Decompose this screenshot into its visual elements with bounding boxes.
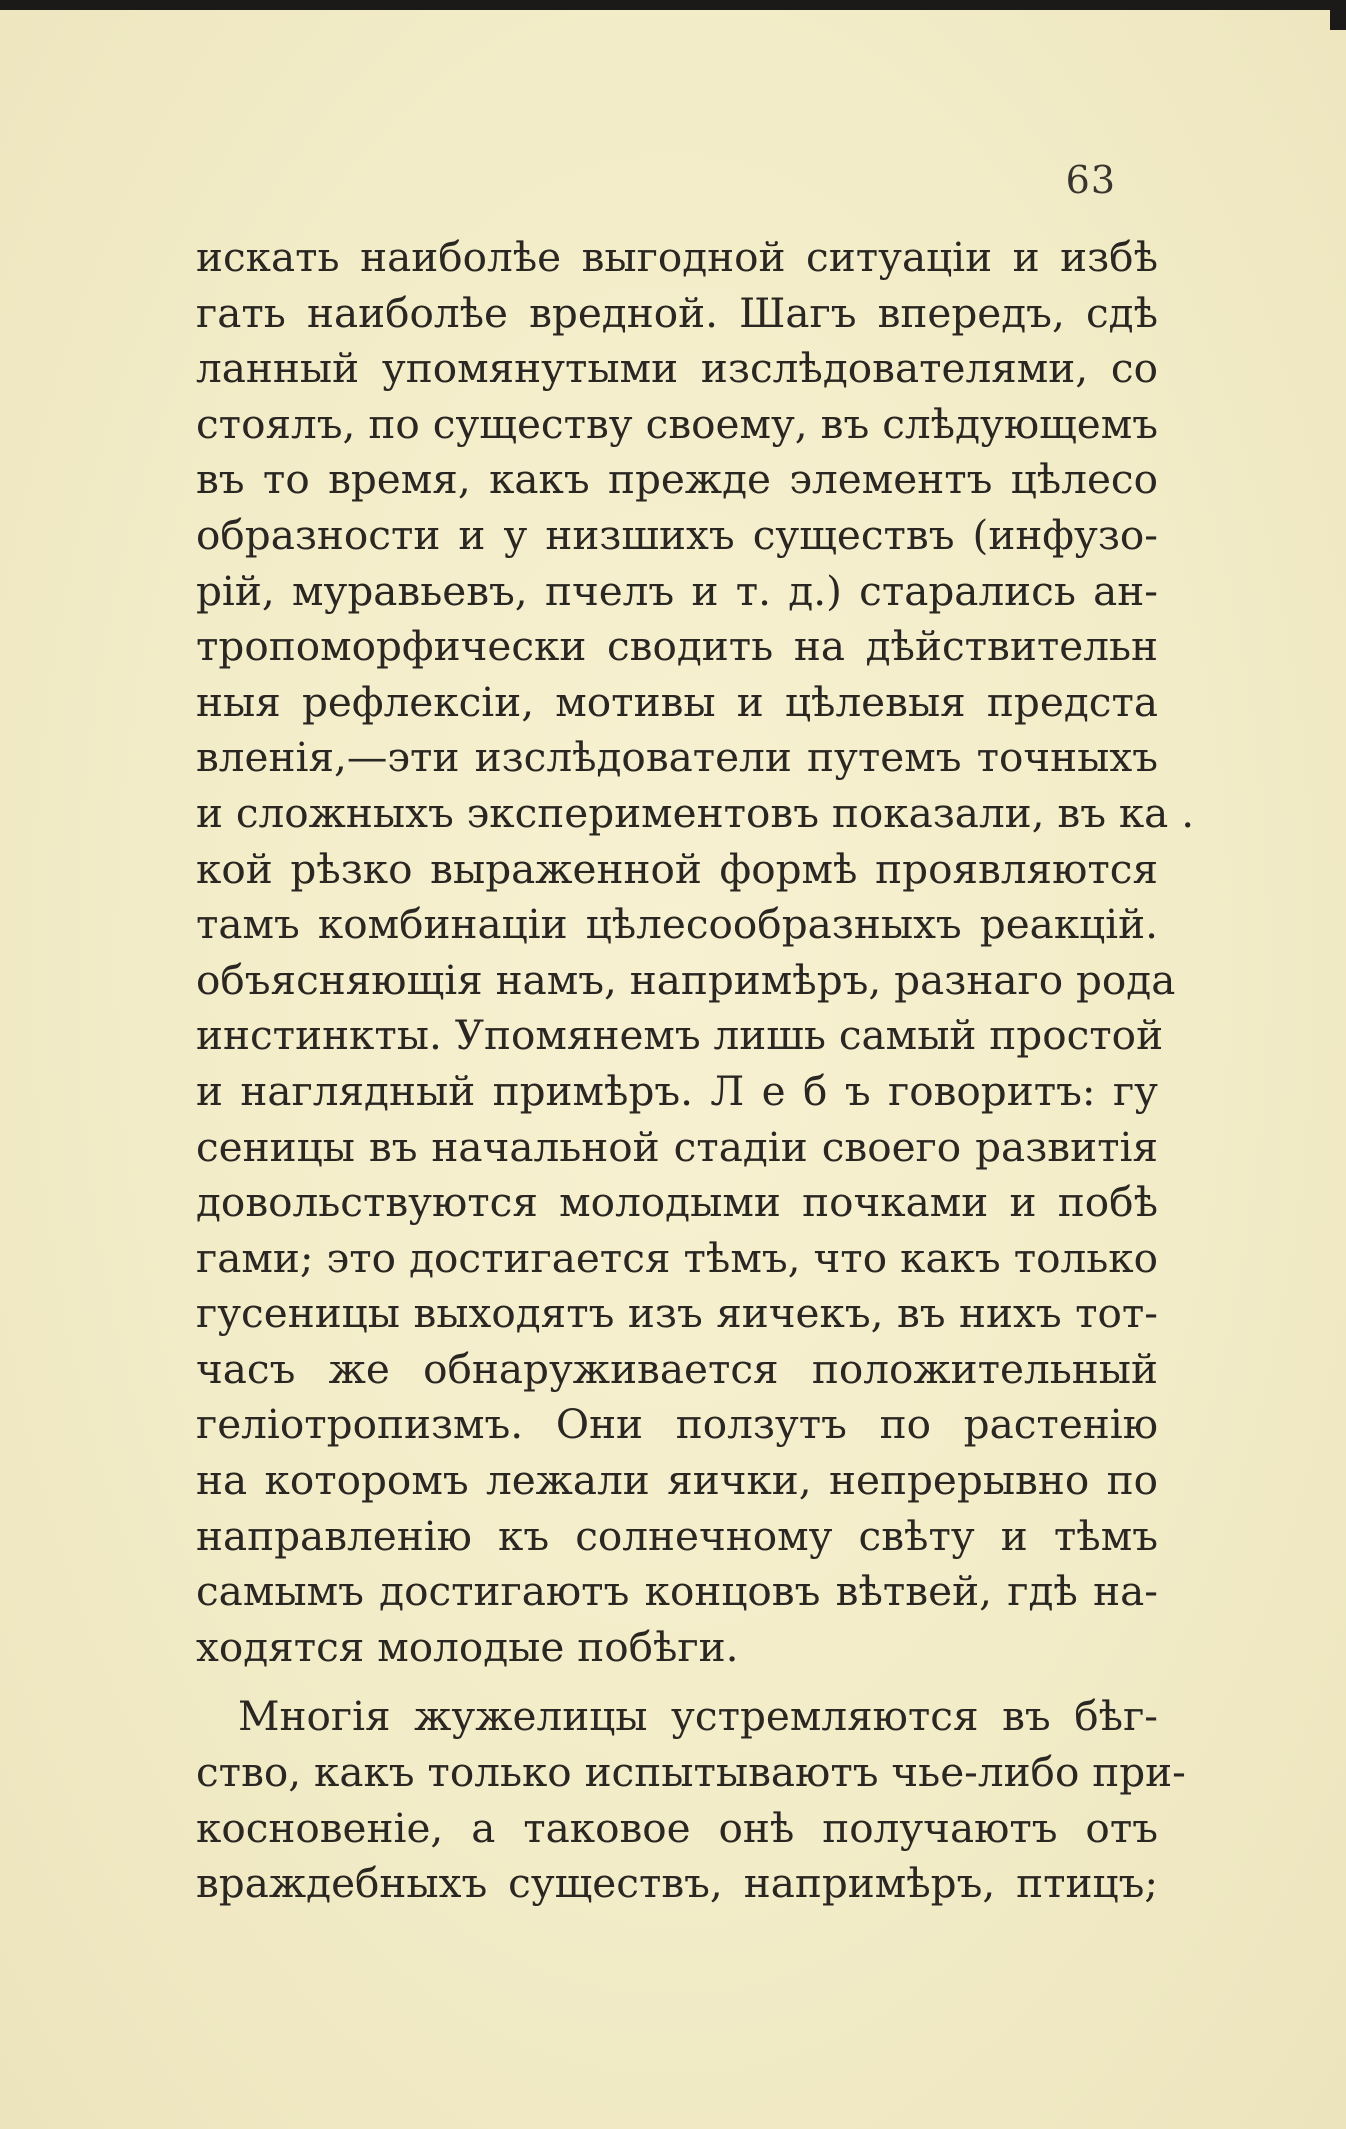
text-line: косновеніе, а таковое онѣ получаютъ отъ [196, 1803, 1158, 1852]
text-line: на которомъ лежали яички, непрерывно по [196, 1456, 1158, 1505]
text-line: тропоморфически сводить на дѣйствительн [196, 622, 1158, 671]
paragraph-1 [196, 230, 1195, 1675]
text-line: гать наиболѣе вредной. Шагъ впередъ, сдѣ [196, 288, 1158, 337]
scan-right-edge [1330, 0, 1346, 30]
text-line: часъ же обнаруживается положительный [196, 1344, 1158, 1393]
text-line: и сложныхъ экспериментовъ показали, въ ка . [196, 788, 1195, 837]
text-line: гусеницы выходятъ изъ яичекъ, въ нихъ тот- [196, 1289, 1158, 1338]
text-line: инстинкты. Упомянемъ лишь самый простой [196, 1011, 1164, 1060]
text-line: направленію къ солнечному свѣту и тѣмъ [196, 1511, 1158, 1560]
paragraph-2 [196, 1689, 1186, 1911]
text-line: гами; это достигается тѣмъ, что какъ только [196, 1233, 1158, 1282]
text-line: враждебныхъ существъ, напримѣръ, птицъ; [196, 1859, 1158, 1908]
text-line: объясняющія намъ, напримѣръ, разнаго рода [196, 955, 1176, 1004]
text-line: стоялъ, по существу своему, въ слѣдующемъ [196, 399, 1158, 448]
text-line: ныя рефлексіи, мотивы и цѣлевыя предста [196, 677, 1158, 726]
text-line: искать наиболѣе выгодной ситуаціи и избѣ [196, 233, 1158, 281]
text-line: и наглядный примѣръ. Л е б ъ говоритъ: гу [196, 1066, 1158, 1115]
text-line: вленія,—эти изслѣдователи путемъ точныхъ [196, 733, 1158, 782]
text-line: тамъ комбинаціи цѣлесообразныхъ реакцій. [196, 900, 1158, 949]
text-line: сеницы въ начальной стадіи своего развитія [196, 1122, 1158, 1171]
text-line: Многія жужелицы устремляются въ бѣг- [238, 1692, 1158, 1741]
text-line: довольствуются молодыми почками и побѣ [196, 1178, 1158, 1227]
paragraph-gap [196, 1675, 1158, 1689]
text-line: самымъ достигаютъ концовъ вѣтвей, гдѣ на- [196, 1567, 1158, 1616]
text-line: ходятся молодые побѣги. [196, 1622, 739, 1671]
text-line: рій, муравьевъ, пчелъ и т. д.) старались ан- [196, 566, 1158, 615]
text-line: въ то время, какъ прежде элементъ цѣлесо [196, 455, 1158, 504]
text-line: ство, какъ только испытываютъ чье-либо при- [196, 1748, 1186, 1797]
text-line: кой рѣзко выраженной формѣ проявляются [196, 844, 1158, 893]
body-text [196, 230, 1195, 1912]
scan-top-edge [0, 0, 1346, 10]
text-line: образности и у низшихъ существъ (инфузо- [196, 510, 1158, 559]
text-line: геліотропизмъ. Они ползутъ по растенію [196, 1400, 1158, 1449]
page-number: 63 [1065, 158, 1116, 202]
text-line: ланный упомянутыми изслѣдователями, со [196, 344, 1158, 393]
